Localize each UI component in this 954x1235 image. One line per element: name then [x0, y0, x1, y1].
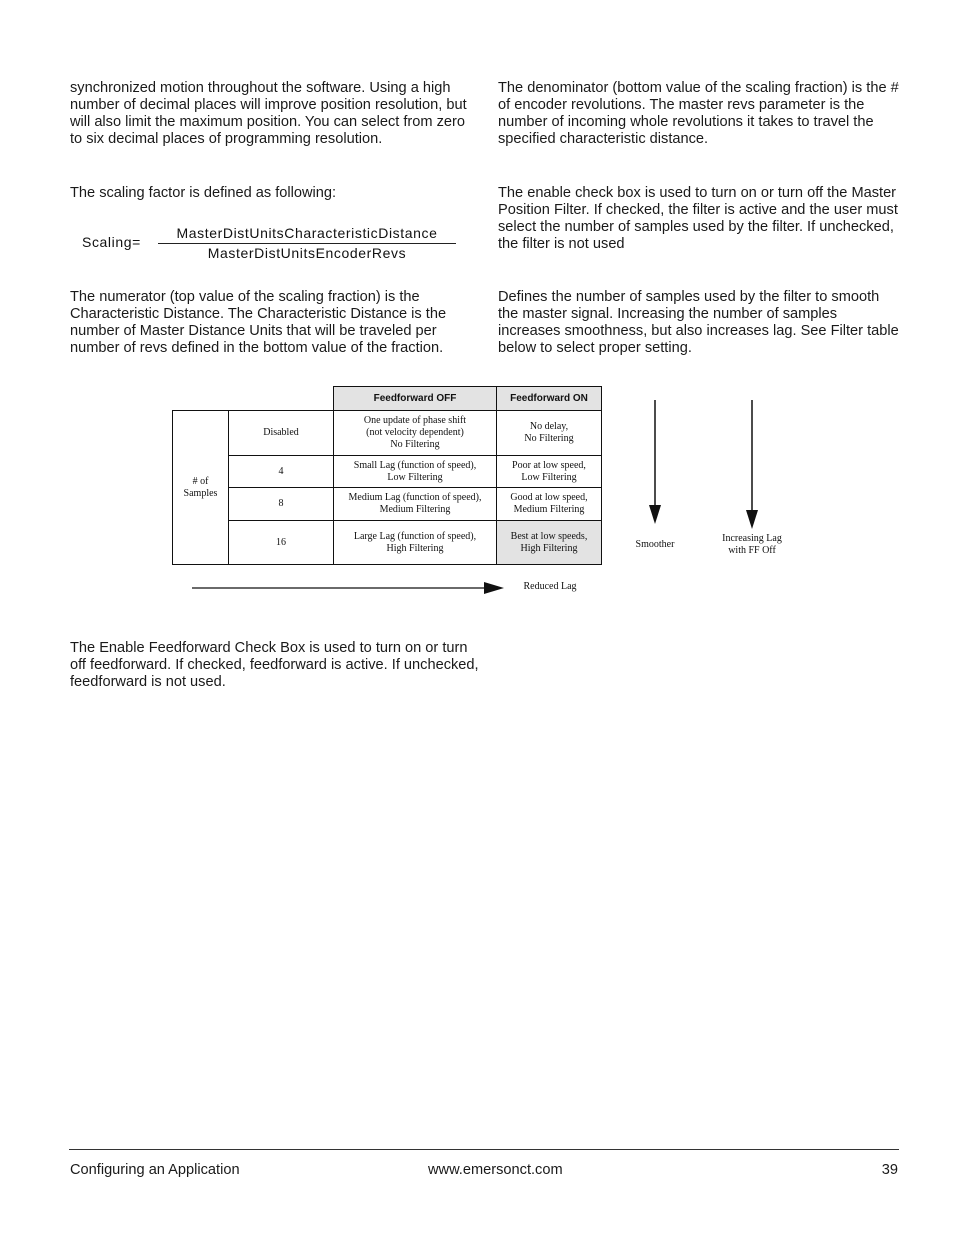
footer-divider — [69, 1149, 899, 1150]
header-feedforward-off: Feedforward OFF — [333, 386, 497, 411]
footer-website: www.emersonct.com — [428, 1162, 563, 1178]
arrow-smoother-icon — [649, 400, 661, 524]
off-16: Large Lag (function of speed), High Filtering — [333, 520, 497, 565]
off-4: Small Lag (function of speed), Low Filtering — [333, 455, 497, 488]
page-number: 39 — [881, 1162, 898, 1178]
label-increasing-lag: Increasing Lag with FF Off — [722, 533, 782, 556]
footer-section-title: Configuring an Application — [70, 1162, 240, 1178]
paragraph-scaling-intro: The scaling factor is defined as following: — [70, 185, 337, 201]
arrow-reduced-lag-icon — [192, 582, 504, 594]
paragraph-denominator: The denominator (bottom value of the scaling fraction) is the # of encoder revolutions. The master revs parameter is the number of incoming whole revolutions it takes to travel the specified characteristic distance. — [498, 80, 899, 147]
paragraph-decimal-places: synchronized motion throughout the software. Using a high number of decimal places will improve position resolution, but will also limit the maximum position. You can select from zero to six decimal places of programming resolution. — [70, 80, 467, 147]
formula-numerator: MasterDistUnitsCharacteristicDistance — [176, 225, 438, 241]
formula-denominator: MasterDistUnitsEncoderRevs — [207, 245, 407, 261]
paragraph-enable-filter: The enable check box is used to turn on or turn off the Master Position Filter. If checked, the filter is active and the user must select the number of samples used by the filter. If unchecked, the filter is not used — [498, 185, 898, 252]
samples-disabled: Disabled — [228, 410, 334, 456]
header-feedforward-on: Feedforward ON — [496, 386, 602, 411]
paragraph-enable-feedforward: The Enable Feedforward Check Box is used to turn on or turn off feedforward. If checked, feedforward is active. If unchecked, feedforward is not used. — [70, 640, 479, 690]
formula-lhs: Scaling= — [82, 234, 141, 250]
samples-8: 8 — [228, 487, 334, 521]
label-smoother: Smoother — [635, 539, 675, 550]
scaling-formula — [82, 224, 462, 266]
on-16: Best at low speeds, High Filtering — [496, 520, 602, 565]
arrow-increasing-lag-icon — [746, 400, 758, 529]
off-8: Medium Lag (function of speed), Medium Filtering — [333, 487, 497, 521]
on-4: Poor at low speed, Low Filtering — [496, 455, 602, 488]
paragraph-numerator: The numerator (top value of the scaling fraction) is the Characteristic Distance. The Characteristic Distance is the number of Master Distance Units that will be traveled per number of revs defined in the bottom value of the fraction. — [70, 289, 447, 356]
samples-group-label: # of Samples — [172, 410, 229, 565]
off-disabled: One update of phase shift (not velocity dependent) No Filtering — [333, 410, 497, 456]
on-8: Good at low speed, Medium Filtering — [496, 487, 602, 521]
samples-16: 16 — [228, 520, 334, 565]
fraction-bar — [158, 243, 456, 244]
label-reduced-lag: Reduced Lag — [523, 581, 577, 592]
paragraph-samples: Defines the number of samples used by the filter to smooth the master signal. Increasing the number of samples increases smoothness, but also increases lag. See Filter table below to select proper setting. — [498, 289, 899, 356]
on-disabled: No delay, No Filtering — [496, 410, 602, 456]
samples-4: 4 — [228, 455, 334, 488]
